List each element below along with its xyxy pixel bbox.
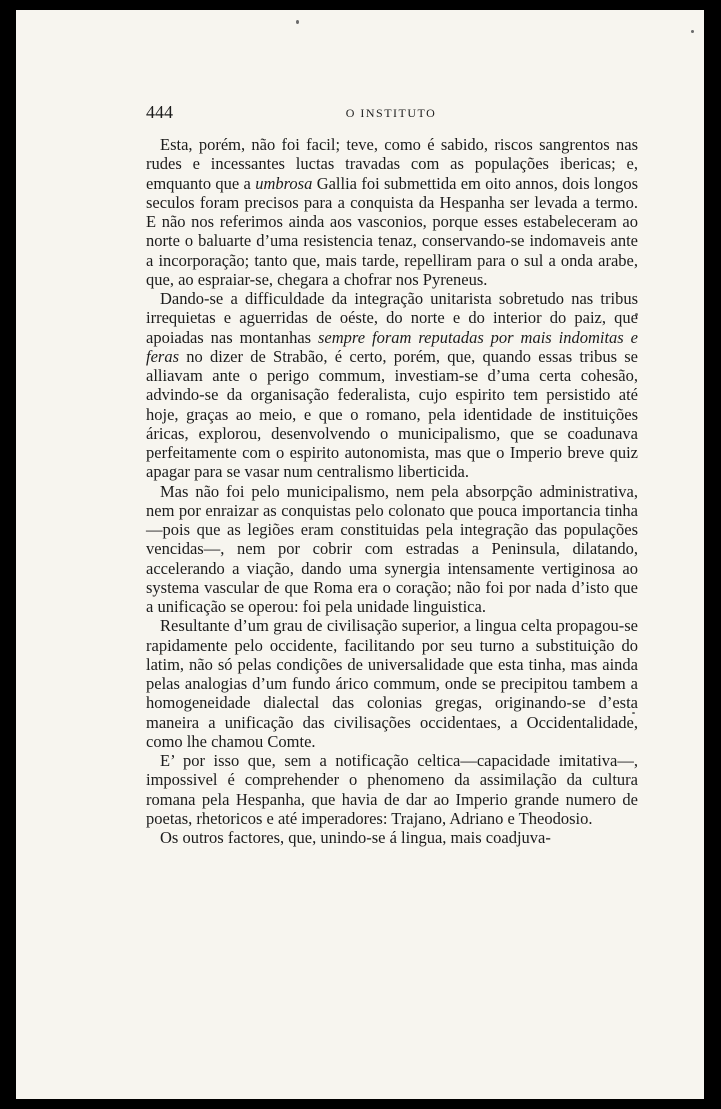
paragraph (146, 751, 638, 828)
paragraph (146, 289, 638, 482)
running-title: O INSTITUTO (345, 106, 437, 120)
paragraph-text: Os outros factores, que, unindo-se á lingua, mais coadjuva- (160, 828, 551, 847)
paragraph (146, 482, 638, 617)
italic-phrase: sempre foram reputadas por mais indomitas e feras (146, 327, 638, 366)
ink-speck (296, 20, 299, 24)
paragraph-text: Dando-se a difficuldade da integração unitarista sobretudo nas tribus irrequietas e aguerridas de oéste, do norte e do interior do paiz, que apoiadas nas montanhas (146, 289, 638, 347)
paragraph-text: Esta, porém, não foi facil; teve, como é sabido, riscos sangrentos nas rudes e incessantes luctas travadas com as populações ibericas; e, emquanto que a (146, 135, 638, 193)
body-text (146, 135, 638, 847)
ink-speck (691, 30, 694, 33)
paragraph (146, 828, 638, 847)
book-page (16, 10, 704, 1099)
paragraph-text: Mas não foi pelo municipalismo, nem pela absorpção administrativa, nem por enraizar as conquistas pelo colonato que pouca importancia tinha—pois que as legiões eram constituidas pela integração das populações vencidas—, nem por cobrir com estradas a Peninsula, dilatando, accelerando a viação, dando uma synergia intensamente vertiginosa ao systema vascular de que Roma era o coração; não foi por nada d’isto que a unificação se operou: foi pela unidade linguistica. (146, 481, 638, 616)
page-header (146, 102, 636, 124)
page-number: 444 (146, 102, 173, 122)
paragraph (146, 135, 638, 289)
paragraph-text: no dizer de Strabão, é certo, porém, que, quando essas tribus se alliavam ante o perigo commum, investiam-se d’uma certa cohesão, advindo-se da organisação federalista, cujo espirito tem persistido até hoje, graças ao meio, e que o romano, pela identidade de instituições áricas, explorou, desenvolvendo o municipalismo, que se coadunava perfeitamente com o espirito autonomista, mas que o Imperio breve quiz apagar para se vasar num centralismo liberticida. (146, 346, 638, 482)
paragraph-text: Gallia foi submettida em oito annos, dois longos seculos foram precisos para a conquista da Hespanha ser levada a termo. E não nos referimos ainda aos vasconios, porque esses estabeleceram ao norte o baluarte d’uma resistencia tenaz, conservando-se indomaveis ante a incorporação; tanto que, mais tarde, repelliram para o sul a onda arabe, que, ao espraiar-se, chegara a chofrar nos Pyreneus. (146, 173, 638, 289)
paragraph-text: Resultante d’um grau de civilisação superior, a lingua celta propagou-se rapidamente pelo occidente, facilitando por seu turno a substituição do latim, não só pelas condições de universalidade que esta tinha, mas ainda pelas analogias d’um fundo árico commum, onde se precipitou tambem a homogeneidade dialectal das colonias gregas, originando-se d’esta maneira a unificação das civilisações occidentaes, a Occidentalidade, como lhe chamou Comte. (146, 616, 638, 751)
paragraph-text: E’ por isso que, sem a notificação celtica—capacidade imitativa—, impossivel é comprehender o phenomeno da assimilação da cultura romana pela Hespanha, que havia de dar ao Imperio grande numero de poetas, rhetoricos e até imperadores: Trajano, Adriano e Theodosio. (146, 751, 638, 828)
italic-phrase: umbrosa (255, 173, 313, 193)
paragraph (146, 616, 638, 751)
